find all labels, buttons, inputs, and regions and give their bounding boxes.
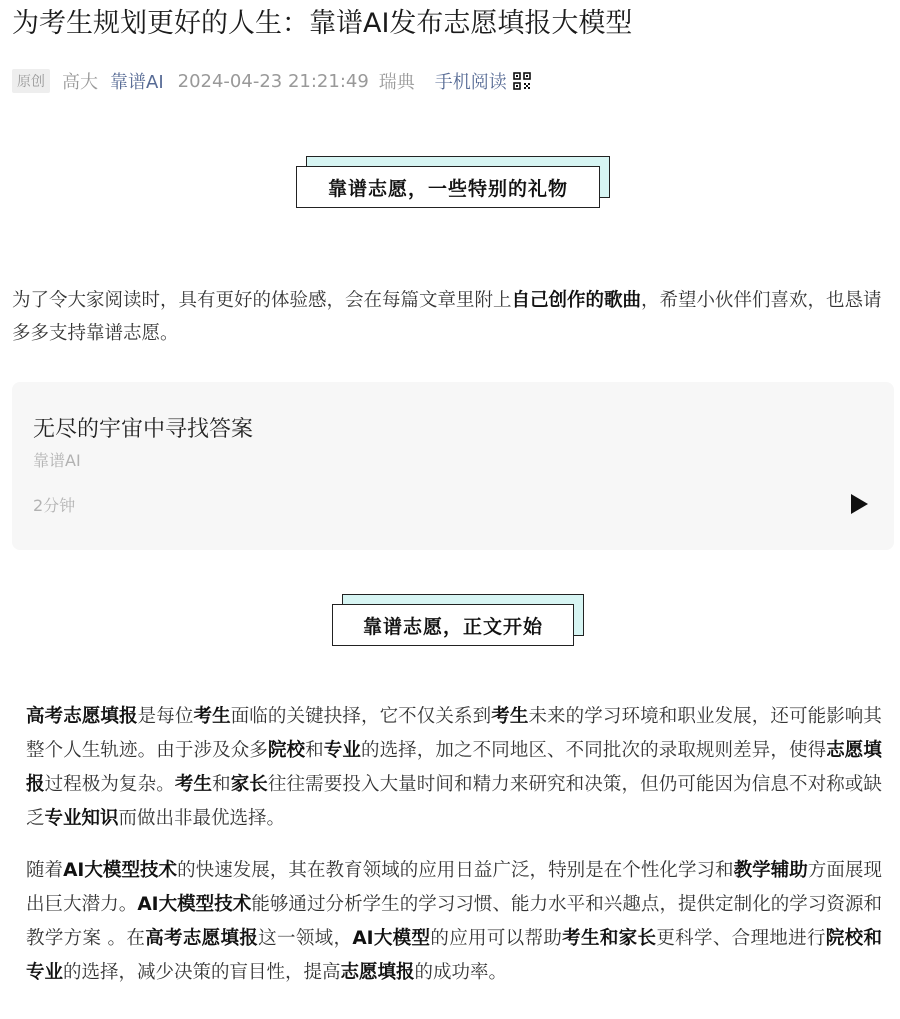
emphasis-text: 院校和专业 bbox=[26, 928, 882, 983]
emphasis-text: 院校 bbox=[267, 740, 306, 761]
qr-code-icon[interactable] bbox=[513, 72, 531, 90]
section-heading-gift bbox=[296, 166, 600, 208]
text-run: 这一领域， bbox=[258, 928, 353, 949]
heading-text: 靠谱志愿，正文开始 bbox=[332, 604, 574, 646]
text-run: 未来的学习环境和职业发展，还可能影响其整个人生轨迹。由于涉及众多 bbox=[26, 706, 882, 761]
text-run: 为了令大家阅读时，具有更好的体验感，会在每篇文章里附上 bbox=[12, 290, 512, 311]
publish-time: 2024-04-23 21:21:49 bbox=[177, 70, 369, 92]
emphasis-text: AI大模型技术 bbox=[63, 860, 178, 881]
text-run: 和 bbox=[305, 740, 324, 761]
song-duration: 2分钟 bbox=[33, 496, 76, 515]
text-run: 更科学、合理地进行 bbox=[656, 928, 826, 949]
mobile-read-link[interactable]: 手机阅读 bbox=[434, 72, 507, 93]
intro-paragraph bbox=[12, 284, 894, 350]
text-run: 方面展现出巨大潜力。 bbox=[26, 860, 882, 915]
emphasis-text: 考生 bbox=[193, 706, 231, 727]
author-name: 高大 bbox=[62, 72, 98, 93]
body-paragraph-1 bbox=[26, 700, 882, 836]
emphasis-text: 自己创作的歌曲 bbox=[511, 290, 642, 311]
emphasis-text: 家长 bbox=[230, 774, 268, 795]
text-run: 随着 bbox=[26, 860, 64, 881]
song-artist: 靠谱AI bbox=[33, 451, 81, 470]
emphasis-text: 考生 bbox=[174, 774, 213, 795]
emphasis-text: 志愿填报 bbox=[340, 962, 415, 983]
text-run: 的成功率。 bbox=[414, 962, 508, 983]
text-run: 的选择，加之不同地区、不同批次的录取规则差异，使得 bbox=[360, 740, 827, 761]
heading-text: 靠谱志愿，一些特别的礼物 bbox=[296, 166, 600, 208]
article-meta bbox=[12, 66, 531, 96]
text-run: 的选择，减少决策的盲目性，提高 bbox=[63, 962, 341, 983]
text-run: 和 bbox=[212, 774, 231, 795]
original-badge: 原创 bbox=[12, 69, 50, 93]
article-title: 为考生规划更好的人生：靠谱AI发布志愿填报大模型 bbox=[12, 8, 633, 39]
emphasis-text: AI大模型技术 bbox=[137, 894, 252, 915]
body-paragraph-2 bbox=[26, 854, 882, 990]
text-run: ，希望小伙伴们喜欢，也恳请多多支持靠谱志愿。 bbox=[12, 290, 882, 344]
text-run: 而做出非最优选择。 bbox=[118, 808, 286, 829]
emphasis-text: 考生和家长 bbox=[562, 928, 657, 949]
emphasis-text: 考生 bbox=[491, 706, 529, 727]
text-run: 往往需要投入大量时间和精力来研究和决策，但仍可能因为信息不对称或缺乏 bbox=[26, 774, 882, 829]
emphasis-text: 教学辅助 bbox=[733, 860, 808, 881]
section-heading-main bbox=[332, 604, 574, 646]
text-run: 是每位 bbox=[137, 706, 194, 727]
play-icon[interactable] bbox=[851, 494, 868, 514]
publish-location: 瑞典 bbox=[378, 72, 415, 93]
text-run: 能够通过分析学生的学习习惯、能力水平和兴趣点，提供定制化的学习资源和教学方案 。在 bbox=[26, 894, 882, 949]
emphasis-text: 专业知识 bbox=[44, 808, 119, 829]
text-run: 面临的关键抉择，它不仅关系到 bbox=[230, 706, 492, 727]
account-name-link[interactable]: 靠谱AI bbox=[110, 72, 164, 93]
emphasis-text: 高考志愿填报 bbox=[26, 706, 138, 727]
song-title: 无尽的宇宙中寻找答案 bbox=[33, 417, 254, 442]
emphasis-text: AI大模型 bbox=[352, 928, 431, 949]
text-run: 过程极为复杂。 bbox=[44, 774, 175, 795]
text-run: 的应用可以帮助 bbox=[430, 928, 563, 949]
music-player-card[interactable] bbox=[12, 382, 894, 550]
emphasis-text: 专业 bbox=[323, 740, 361, 761]
emphasis-text: 高考志愿填报 bbox=[145, 928, 259, 949]
emphasis-text: 志愿填报 bbox=[26, 740, 882, 795]
text-run: 的快速发展，其在教育领域的应用日益广泛，特别是在个性化学习和 bbox=[177, 860, 734, 881]
